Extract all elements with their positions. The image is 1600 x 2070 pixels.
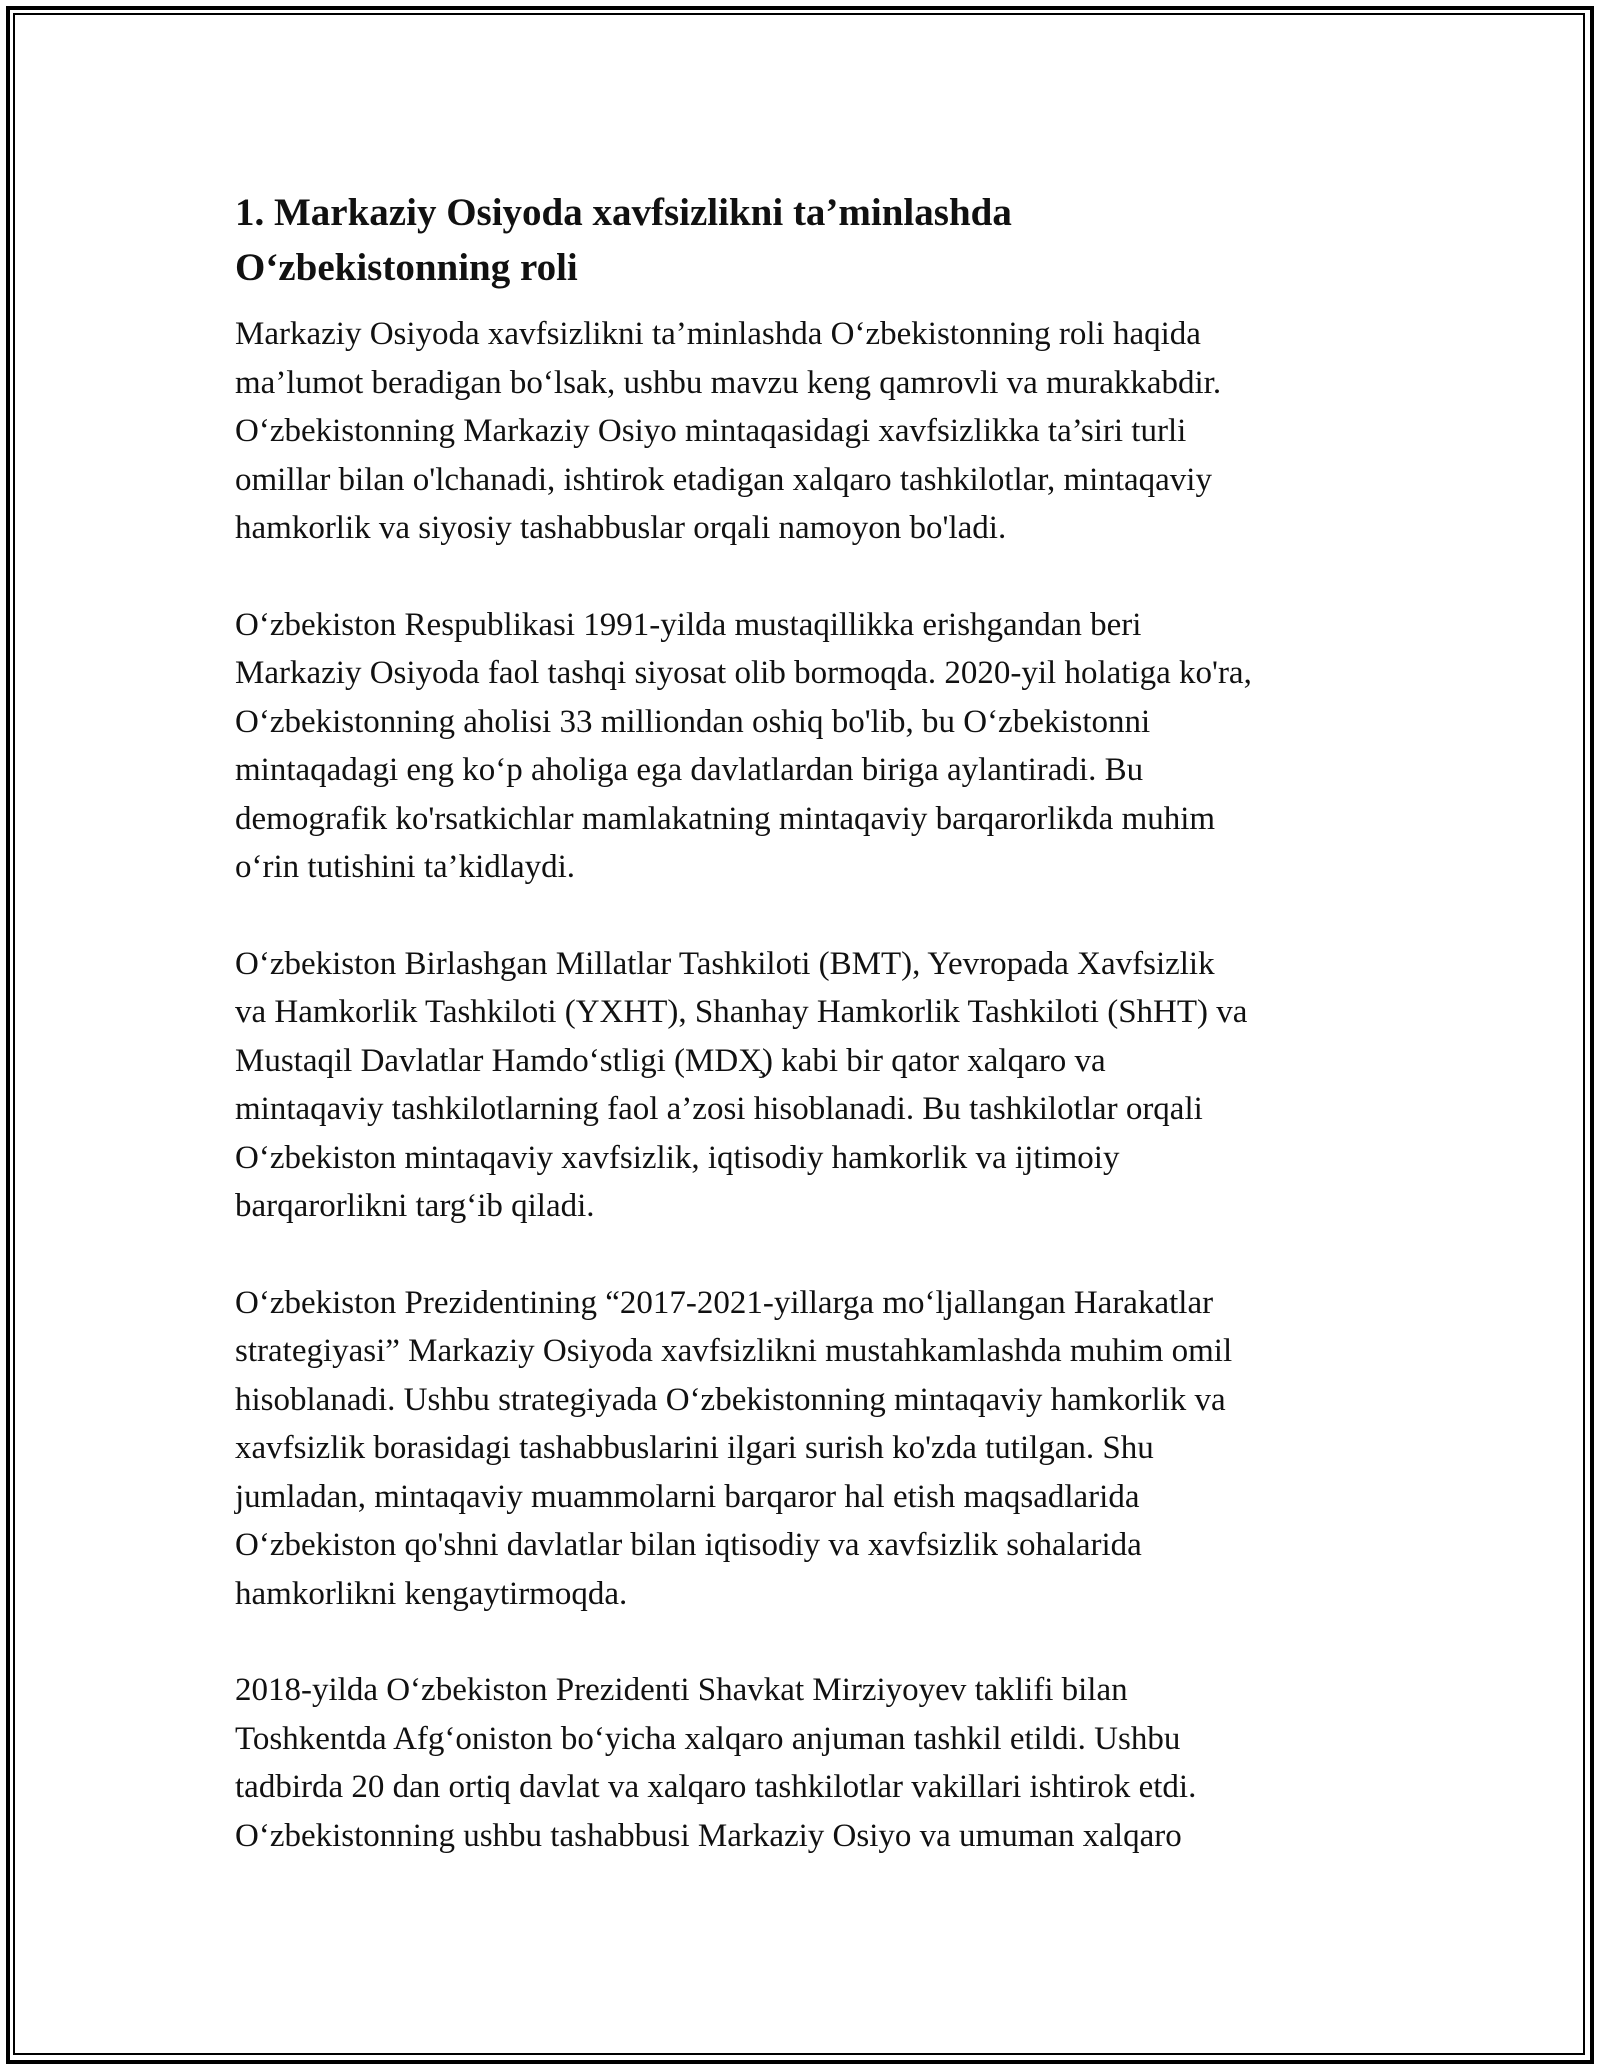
text-line: xavfsizlik borasidagi tashabbuslarini ilgari surish ko'zda tutilgan. Shu [235, 1430, 1154, 1466]
text-line: Markaziy Osiyoda faol tashqi siyosat olib bormoqda. 2020-yil holatiga ko'ra, [235, 655, 1252, 691]
text-line: O‘zbekiston mintaqaviy xavfsizlik, iqtisodiy hamkorlik va ijtimoiy [235, 1139, 1120, 1176]
paragraph-1 [235, 310, 1385, 553]
text-line: omillar bilan o'lchanadi, ishtirok etadigan xalqaro tashkilotlar, mintaqaviy [235, 461, 1212, 498]
text-line: jumladan, mintaqaviy muammolarni barqaror hal etish maqsadlarida [235, 1478, 1140, 1515]
text-line: O‘zbekistonning aholisi 33 milliondan oshiq bo'lib, bu O‘zbekistonni [235, 703, 1151, 740]
text-line: strategiyasi” Markaziy Osiyoda xavfsizlikni mustahkamlashda muhim omil [235, 1333, 1233, 1369]
text-line: Markaziy Osiyoda xavfsizlikni ta’minlashda O‘zbekistonning roli haqida [235, 316, 1201, 352]
text-line: hisoblanadi. Ushbu strategiyada O‘zbekistonning mintaqaviy hamkorlik va [235, 1381, 1226, 1418]
text-line: O‘zbekistonning Markaziy Osiyo mintaqasidagi xavfsizlikka ta’siri turli [235, 413, 1187, 449]
text-line: O‘zbekiston Respublikasi 1991-yilda mustaqillikka erishgandan beri [235, 606, 1142, 643]
section-title-line: 1. Markaziy Osiyoda xavfsizlikni ta’minlashda [235, 191, 1012, 234]
text-line: va Hamkorlik Tashkiloti (YXHT), Shanhay Hamkorlik Tashkiloti (ShHT) va [235, 994, 1248, 1030]
text-line: ma’lumot beradigan bo‘lsak, ushbu mavzu keng qamrovli va murakkabdir. [235, 364, 1222, 401]
text-line: mintaqaviy tashkilotlarning faol a’zosi hisoblanadi. Bu tashkilotlar orqali [235, 1091, 1203, 1127]
text-line: o‘rin tutishini ta’kidlaydi. [235, 849, 576, 885]
document-body [235, 185, 1385, 1908]
text-line: hamkorlikni kengaytirmoqda. [235, 1575, 628, 1612]
text-line: hamkorlik va siyosiy tashabbuslar orqali namoyon bo'ladi. [235, 510, 1007, 546]
text-line: tadbirda 20 dan ortiq davlat va xalqaro tashkilotlar vakillari ishtirok etdi. [235, 1769, 1197, 1805]
text-line: mintaqadagi eng ko‘p aholiga ega davlatlardan biriga aylantiradi. Bu [235, 752, 1144, 788]
text-line: demografik ko'rsatkichlar mamlakatning mintaqaviy barqarorlikda muhim [235, 800, 1216, 837]
paragraph-5 [235, 1666, 1385, 1860]
text-line: O‘zbekiston qo'shni davlatlar bilan iqtisodiy va xavfsizlik sohalarida [235, 1527, 1142, 1563]
paragraph-2 [235, 601, 1385, 892]
paragraph-4 [235, 1279, 1385, 1619]
section-title-line: O‘zbekistonning roli [235, 246, 578, 289]
text-line: O‘zbekiston Birlashgan Millatlar Tashkiloti (BMT), Yevropada Xavfsizlik [235, 945, 1215, 982]
text-line: 2018-yilda O‘zbekiston Prezidenti Shavkat Mirziyoyev taklifi bilan [235, 1672, 1128, 1708]
text-line: Toshkentda Afg‘oniston bo‘yicha xalqaro anjuman tashkil etildi. Ushbu [235, 1720, 1181, 1757]
text-line: Mustaqil Davlatlar Hamdo‘stligi (MDX̧) kabi bir qator xalqaro va [235, 1042, 1106, 1079]
text-line: O‘zbekiston Prezidentining “2017-2021-yillarga mo‘ljallangan Harakatlar [235, 1284, 1214, 1321]
text-line: O‘zbekistonning ushbu tashabbusi Markaziy Osiyo va umuman xalqaro [235, 1817, 1182, 1854]
text-line: barqarorlikni targ‘ib qiladi. [235, 1188, 595, 1224]
section-title [235, 185, 1385, 295]
paragraph-3 [235, 940, 1385, 1231]
